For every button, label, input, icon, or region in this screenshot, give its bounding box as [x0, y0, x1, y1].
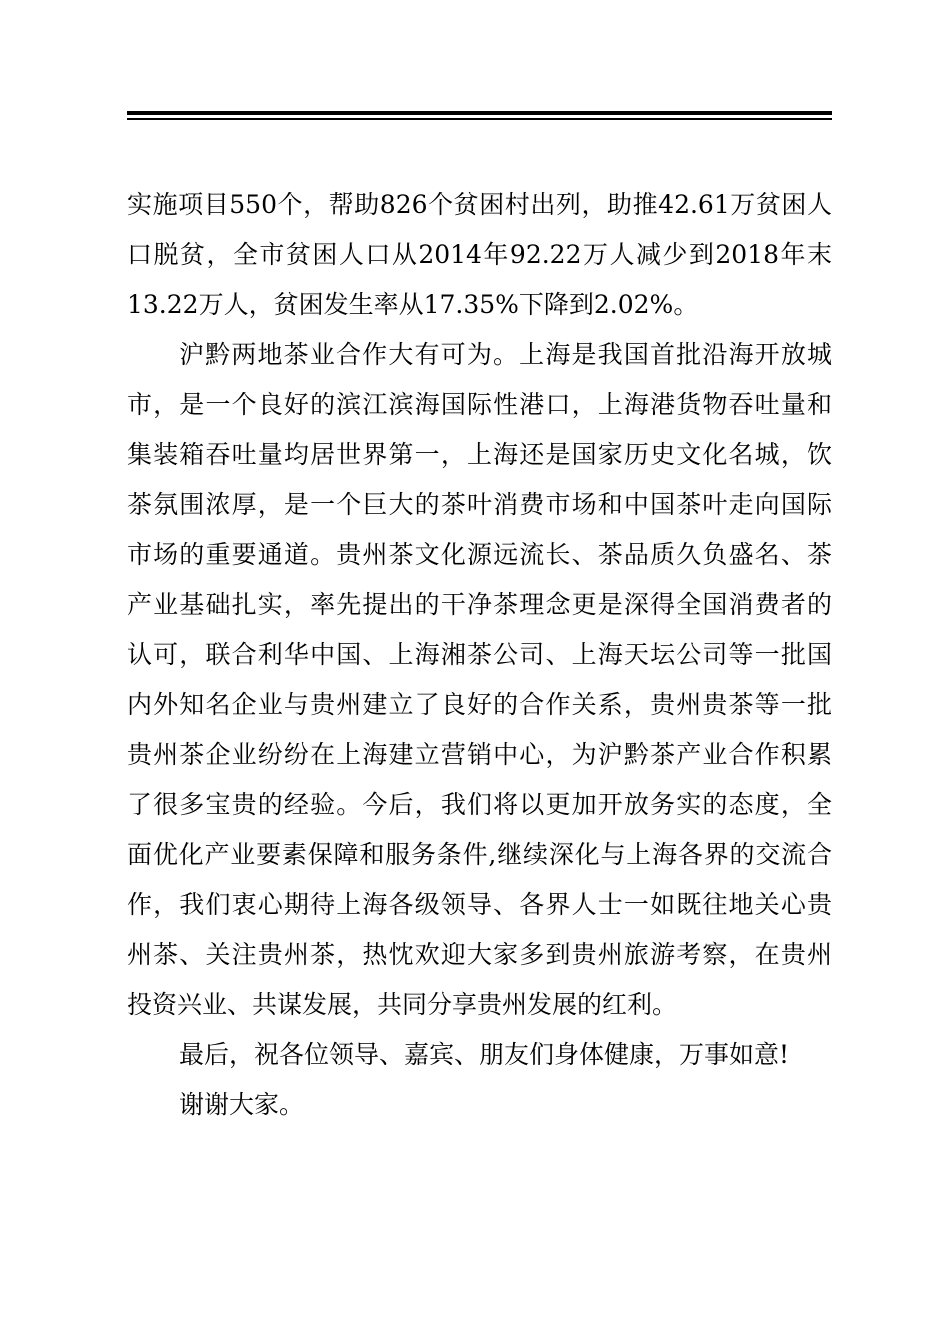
text-line: 面优化产业要素保障和服务条件,继续深化与上海各界的交流合: [127, 840, 832, 869]
paragraph-thanks: [127, 1080, 832, 1130]
page-body: [127, 180, 832, 1130]
text-line: 市场的重要通道。贵州茶文化源远流长、茶品质久负盛名、茶: [127, 540, 832, 569]
text-line: 了很多宝贵的经验。今后，我们将以更加开放务实的态度，全: [127, 790, 832, 819]
text-line: 13.22万人，贫困发生率从17.35%下降到2.02%。: [127, 290, 699, 319]
text-line: 实施项目550个，帮助826个贫困村出列，助推42.61万贫困人: [127, 190, 832, 219]
paragraph-wishes: [127, 1030, 832, 1080]
text-line: 市，是一个良好的滨江滨海国际性港口，上海港货物吞吐量和: [127, 390, 832, 419]
text-line: 投资兴业、共谋发展，共同分享贵州发展的红利。: [127, 990, 678, 1019]
text-line: 茶氛围浓厚，是一个巨大的茶叶消费市场和中国茶叶走向国际: [127, 490, 832, 519]
text-line: 口脱贫，全市贫困人口从2014年92.22万人减少到2018年末: [127, 240, 832, 269]
text-line: 内外知名企业与贵州建立了良好的合作关系，贵州贵茶等一批: [127, 690, 832, 719]
text-line: 作，我们衷心期待上海各级领导、各界人士一如既往地关心贵: [127, 890, 832, 919]
text-line: 产业基础扎实，率先提出的干净茶理念更是深得全国消费者的: [127, 590, 832, 619]
paragraph-poverty-stats: [127, 180, 832, 330]
text-line: 贵州茶企业纷纷在上海建立营销中心，为沪黔茶产业合作积累: [127, 740, 832, 769]
header-rule-thick: [127, 111, 832, 115]
text-line: 最后，祝各位领导、嘉宾、朋友们身体健康，万事如意!: [179, 1040, 790, 1069]
paragraph-tea-cooperation: [127, 330, 832, 1030]
text-line: 州茶、关注贵州茶，热忱欢迎大家多到贵州旅游考察，在贵州: [127, 940, 832, 969]
text-line: 谢谢大家。: [179, 1090, 305, 1119]
header-rule-thin: [127, 118, 832, 120]
text-line: 认可，联合利华中国、上海湘茶公司、上海天坛公司等一批国: [127, 640, 832, 669]
text-line: 沪黔两地茶业合作大有可为。上海是我国首批沿海开放城: [179, 340, 832, 369]
text-line: 集装箱吞吐量均居世界第一，上海还是国家历史文化名城，饮: [127, 440, 832, 469]
